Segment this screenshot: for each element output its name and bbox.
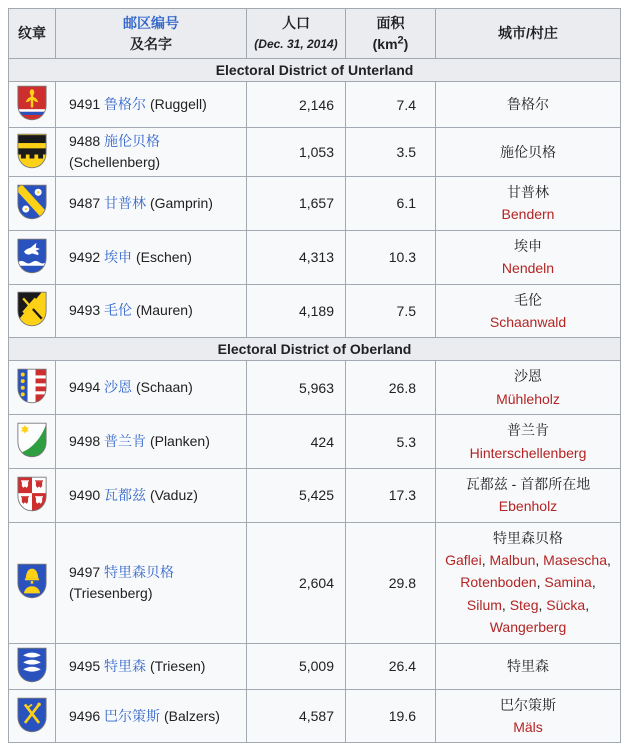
village-zh: 施伦贝格	[500, 143, 556, 160]
section-title-unterland: Electoral District of Unterland	[9, 59, 621, 82]
name-latin: (Vaduz)	[149, 486, 198, 503]
village-links	[442, 388, 614, 410]
ruggell-coat-of-arms-icon[interactable]	[17, 84, 47, 122]
section-row-unterland	[9, 59, 621, 82]
village-link[interactable]: Rotenboden	[460, 574, 537, 591]
table-row	[9, 689, 621, 743]
col-header-postal-name	[56, 9, 247, 59]
population-value: 2,146	[247, 82, 346, 128]
village-link[interactable]: Hinterschellenberg	[469, 444, 587, 461]
area-value: 10.3	[346, 230, 436, 284]
village-links	[442, 495, 614, 517]
village-link[interactable]: Gaflei	[445, 552, 482, 569]
col-header-arms	[9, 9, 56, 59]
area-value: 26.8	[346, 361, 436, 415]
postal-code-header-link[interactable]: 邮区编号	[123, 15, 179, 32]
village-zh: 巴尔策斯	[500, 696, 556, 713]
village-links	[442, 257, 614, 279]
municipality-link[interactable]: 埃申	[104, 248, 133, 265]
name-latin: (Schaan)	[135, 379, 193, 396]
name-latin: (Planken)	[149, 433, 210, 450]
population-value: 4,189	[247, 284, 346, 338]
postal-code: 9488	[69, 133, 101, 149]
village-link[interactable]: Schaanwald	[489, 313, 567, 330]
postal-code: 9493	[69, 302, 101, 319]
village-zh: 普兰肯	[507, 422, 549, 439]
population-value: 5,009	[247, 643, 346, 689]
population-value: 5,425	[247, 468, 346, 522]
name-latin: (Mauren)	[135, 302, 193, 319]
village-link[interactable]: Sücka	[546, 596, 586, 613]
name-latin: (Gamprin)	[149, 194, 213, 211]
village-link[interactable]: Samina	[544, 574, 592, 591]
village-link[interactable]: Nendeln	[501, 260, 555, 277]
municipality-link[interactable]: 特里森贝格	[104, 563, 175, 580]
schaan-coat-of-arms-icon[interactable]	[17, 367, 47, 405]
name-latin: (Schellenberg)	[69, 154, 161, 170]
eschen-coat-of-arms-icon[interactable]	[17, 237, 47, 275]
postal-code: 9491	[69, 96, 101, 112]
municipality-link[interactable]: 瓦都兹	[104, 486, 147, 503]
village-link[interactable]: Silum	[466, 596, 502, 613]
village-link[interactable]: Mühleholz	[496, 390, 560, 407]
municipality-link[interactable]: 毛伦	[104, 302, 133, 319]
area-value: 26.4	[346, 643, 436, 689]
village-zh: 毛伦	[514, 291, 542, 308]
municipality-link[interactable]: 鲁格尔	[104, 96, 147, 112]
population-value: 1,053	[247, 128, 346, 177]
village-links	[442, 442, 614, 464]
section-row-oberland	[9, 338, 621, 361]
name-header-label: 及名字	[130, 35, 172, 52]
col-header-area: 面积 $(km^2)$	[346, 9, 436, 59]
village-zh: 特里森贝格	[493, 529, 563, 546]
name-latin: (Eschen)	[135, 248, 192, 265]
population-value: 4,313	[247, 230, 346, 284]
name-latin: (Balzers)	[163, 707, 220, 724]
schellenberg-coat-of-arms-icon[interactable]	[17, 132, 47, 170]
population-value: 4,587	[247, 689, 346, 743]
table-row	[9, 82, 621, 128]
municipalities-table	[8, 8, 621, 743]
table-row	[9, 230, 621, 284]
population-value: 1,657	[247, 177, 346, 231]
village-links	[442, 203, 614, 225]
municipality-link[interactable]: 巴尔策斯	[104, 707, 161, 724]
village-zh: 特里森	[507, 657, 549, 674]
village-link[interactable]: Masescha	[543, 552, 607, 569]
gamprin-coat-of-arms-icon[interactable]	[17, 183, 47, 221]
village-link[interactable]: Ebenholz	[498, 498, 558, 515]
village-link[interactable]: Steg	[509, 596, 539, 613]
triesen-coat-of-arms-icon[interactable]	[17, 646, 47, 684]
population-header-label: 人口	[282, 15, 310, 32]
village-link[interactable]: Wangerberg	[489, 619, 567, 636]
area-value: 17.3	[346, 468, 436, 522]
area-value: 19.6	[346, 689, 436, 743]
table-header-row	[9, 9, 621, 59]
area-value: 3.5	[346, 128, 436, 177]
area-value: 6.1	[346, 177, 436, 231]
name-latin: (Triesen)	[149, 657, 206, 674]
mauren-coat-of-arms-icon[interactable]	[17, 290, 47, 328]
municipality-link[interactable]: 甘普林	[104, 194, 147, 211]
postal-code: 9495	[69, 657, 101, 674]
postal-code: 9492	[69, 248, 101, 265]
name-latin: (Ruggell)	[149, 96, 207, 112]
village-link[interactable]: Mäls	[513, 719, 543, 736]
triesenberg-coat-of-arms-icon[interactable]	[17, 562, 47, 600]
section-title-oberland: Electoral District of Oberland	[9, 338, 621, 361]
village-link[interactable]: Malbun	[489, 552, 536, 569]
postal-code: 9487	[69, 194, 101, 211]
postal-code: 9497	[69, 563, 101, 580]
name-latin: (Triesenberg)	[69, 584, 153, 601]
municipality-link[interactable]: 普兰肯	[104, 433, 147, 450]
table-row	[9, 284, 621, 338]
table-row	[9, 415, 621, 469]
col-header-villages: 城市/村庄	[436, 9, 621, 59]
municipality-link[interactable]: 沙恩	[104, 379, 133, 396]
area-value: 29.8	[346, 522, 436, 643]
village-links	[442, 311, 614, 333]
postal-code: 9494	[69, 379, 101, 396]
municipality-link[interactable]: 施伦贝格	[104, 133, 161, 149]
col-header-population	[247, 9, 346, 59]
postal-code: 9498	[69, 433, 101, 450]
village-zh: 鲁格尔	[507, 96, 549, 113]
population-value: 2,604	[247, 522, 346, 643]
village-zh: 埃申	[514, 237, 542, 254]
population-value: 424	[247, 415, 346, 469]
population-date-label: (Dec. 31, 2014)	[254, 37, 338, 52]
area-value: 7.5	[346, 284, 436, 338]
balzers-coat-of-arms-icon[interactable]	[17, 696, 47, 734]
arms-header-label: 纹章	[18, 25, 46, 42]
planken-coat-of-arms-icon[interactable]	[17, 421, 47, 459]
area-value: 7.4	[346, 82, 436, 128]
postal-code: 9490	[69, 486, 101, 503]
table-row	[9, 643, 621, 689]
village-zh: 甘普林	[507, 184, 549, 200]
table-row	[9, 361, 621, 415]
village-links	[442, 716, 614, 738]
table-row	[9, 177, 621, 231]
area-value: 5.3	[346, 415, 436, 469]
village-link[interactable]: Bendern	[501, 206, 555, 223]
area-header-label: 面积	[376, 15, 405, 32]
vaduz-coat-of-arms-icon[interactable]	[17, 475, 47, 513]
table-row	[9, 468, 621, 522]
village-links: Gaflei, Malbun, Masescha, Rotenboden, Samina, Silum, Steg, Sücka, Wangerberg	[445, 552, 611, 636]
table-row	[9, 522, 621, 643]
population-value: 5,963	[247, 361, 346, 415]
village-zh: 瓦都兹 - 首都所在地	[465, 475, 591, 492]
village-zh: 沙恩	[514, 368, 542, 385]
postal-code: 9496	[69, 707, 101, 724]
table-row	[9, 128, 621, 177]
municipality-link[interactable]: 特里森	[104, 657, 147, 674]
